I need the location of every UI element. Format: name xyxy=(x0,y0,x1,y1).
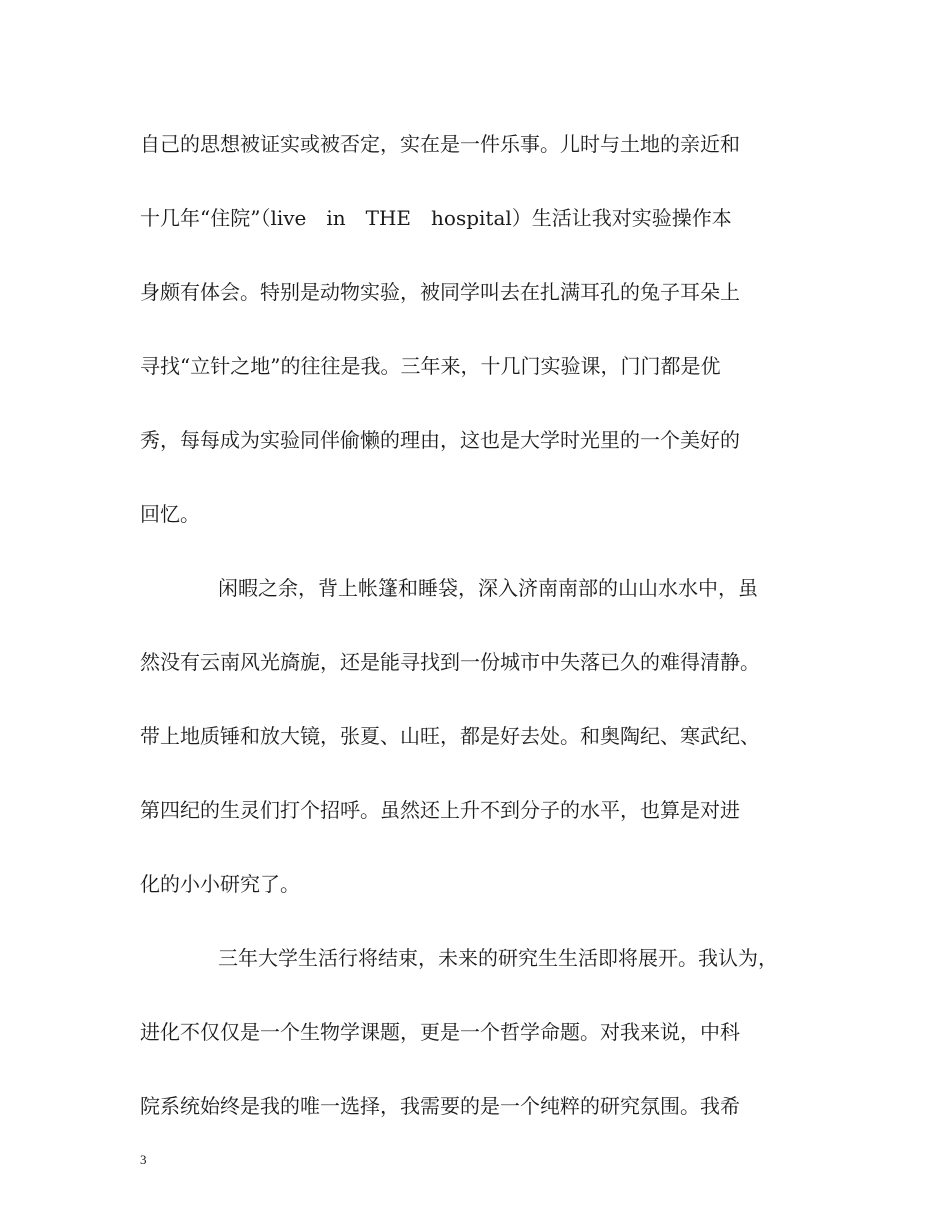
text-line: 院系统始终是我的唯一选择，我需要的是一个纯粹的研究氛围。我希 xyxy=(140,1094,740,1118)
text-line: 第四纪的生灵们打个招呼。虽然还上升不到分子的水平，也算是对进 xyxy=(140,798,740,822)
text-line: 十几年“住院”（live in THE hospital）生活让我对实验操作本 xyxy=(140,206,732,230)
text-line: 自己的思想被证实或被否定，实在是一件乐事。儿时与土地的亲近和 xyxy=(140,132,740,156)
text-line: 带上地质锤和放大镜，张夏、山旺，都是好去处。和奥陶纪、寒武纪、 xyxy=(140,724,760,748)
paragraph-first-line: 闲暇之余，背上帐篷和睡袋，深入济南南部的山山水水中，虽 xyxy=(218,576,758,600)
text-line: 然没有云南风光旖旎，还是能寻找到一份城市中失落已久的难得清静。 xyxy=(140,650,760,674)
text-line: 回忆。 xyxy=(140,502,200,526)
text-line: 身颇有体会。特别是动物实验，被同学叫去在扎满耳孔的兔子耳朵上 xyxy=(140,280,740,304)
text-line: 寻找“立针之地”的往往是我。三年来，十几门实验课，门门都是优 xyxy=(140,354,721,378)
text-line: 秀，每每成为实验同伴偷懒的理由，这也是大学时光里的一个美好的 xyxy=(140,428,740,452)
page-number: 3 xyxy=(140,1152,147,1167)
paragraph-first-line: 三年大学生活行将结束，未来的研究生生活即将展开。我认为， xyxy=(218,946,778,970)
text-line: 进化不仅仅是一个生物学课题，更是一个哲学命题。对我来说，中科 xyxy=(140,1020,740,1044)
text-line: 化的小小研究了。 xyxy=(140,872,300,896)
